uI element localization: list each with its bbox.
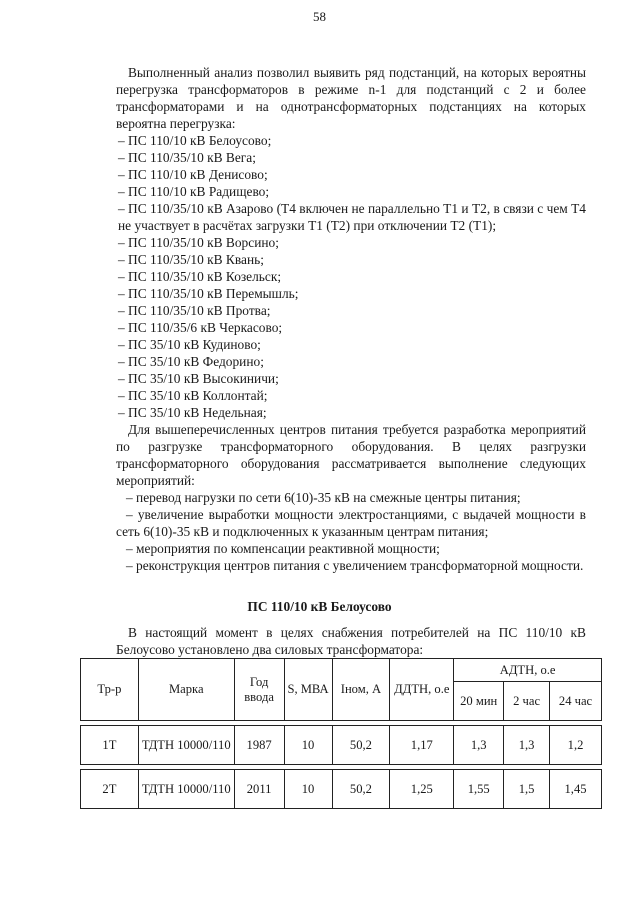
cell-mark: ТДТН 10000/110 [138,726,234,765]
cell-tr: 1Т [81,726,139,765]
table-row [81,726,602,765]
substation-item: – ПС 35/10 кВ Коллонтай; [118,388,268,403]
table-row [81,770,602,809]
substation-item: – ПС 110/10 кВ Денисово; [118,167,268,182]
cell-20min: 1,3 [454,726,504,765]
substation-item: – ПС 110/10 кВ Радищево; [118,184,270,199]
measures-paragraph: Для вышеперечисленных центров питания требуется разработка мероприятий по разгрузке трансформаторного оборудования. В целях разгрузки трансформаторного оборудования рассматривается выполнение следующих мероприятий: [116,422,586,488]
cell-24h: 1,2 [550,726,602,765]
cell-year: 1987 [234,726,284,765]
substation-item: – ПС 35/10 кВ Федорино; [118,354,264,369]
substation-item: – ПС 35/10 кВ Недельная; [118,405,267,420]
substation-list [116,132,586,421]
cell-ddtn: 1,17 [390,726,454,765]
measure-item: – реконструкция центров питания с увеличением трансформаторной мощности. [126,558,584,573]
substation-item: – ПС 110/35/10 кВ Козельск; [118,269,282,284]
header-inom: Iном, А [332,659,390,721]
cell-ddtn: 1,25 [390,770,454,809]
header-mark: Марка [138,659,234,721]
measure-item: – увеличение выработки мощности электростанциями, с выдачей мощности в сеть 6(10)-35 кВ и подключенных к указанным центрам питания; [116,507,586,539]
substation-item: – ПС 35/10 кВ Высокиничи; [118,371,279,386]
cell-2h: 1,3 [504,726,550,765]
measure-item: – перевод нагрузки по сети 6(10)-35 кВ на смежные центры питания; [126,490,521,505]
header-20min: 20 мин [454,682,504,721]
substation-item: – ПС 110/10 кВ Белоусово; [118,133,272,148]
header-ddtn: ДДТН, о.е [390,659,454,721]
page-number: 58 [313,9,326,24]
substation-item: – ПС 110/35/6 кВ Черкасово; [118,320,283,335]
substation-item: – ПС 110/35/10 кВ Азарово (Т4 включен не параллельно Т1 и Т2, в связи с чем Т4 не участвует в расчётах загрузки Т1 (Т2) при отключении Т2 (Т1); [118,201,586,233]
header-tr: Тр-р [81,659,139,721]
header-s: S, МВА [284,659,332,721]
transformer-table [80,658,602,809]
substation-item: – ПС 110/35/10 кВ Квань; [118,252,264,267]
header-adtn: АДТН, о.е [454,659,602,682]
section-heading: ПС 110/10 кВ Белоусово [247,599,392,614]
cell-2h: 1,5 [504,770,550,809]
cell-year: 2011 [234,770,284,809]
cell-20min: 1,55 [454,770,504,809]
body-text [116,64,586,574]
cell-tr: 2Т [81,770,139,809]
cell-inom: 50,2 [332,770,390,809]
cell-s: 10 [284,770,332,809]
header-2h: 2 час [504,682,550,721]
cell-24h: 1,45 [550,770,602,809]
substation-item: – ПС 110/35/10 кВ Вега; [118,150,256,165]
substation-item: – ПС 35/10 кВ Кудиново; [118,337,261,352]
measures-list [116,489,586,574]
intro-paragraph: Выполненный анализ позволил выявить ряд подстанций, на которых вероятны перегрузка трансформаторов в режиме n-1 для подстанций с 2 и более трансформаторами и на однотрансформаторных подстанциях на которых вероятна перегрузка: [116,65,586,131]
measure-item: – мероприятия по компенсации реактивной мощности; [126,541,440,556]
substation-item: – ПС 110/35/10 кВ Ворсино; [118,235,279,250]
cell-inom: 50,2 [332,726,390,765]
header-24h: 24 час [550,682,602,721]
header-year: Год ввода [234,659,284,721]
substation-item: – ПС 110/35/10 кВ Протва; [118,303,271,318]
table-header-row [81,659,602,682]
cell-mark: ТДТН 10000/110 [138,770,234,809]
section-intro: В настоящий момент в целях снабжения потребителей на ПС 110/10 кВ Белоусово установлено два силовых трансформатора: [116,625,586,657]
substation-item: – ПС 110/35/10 кВ Перемышль; [118,286,299,301]
cell-s: 10 [284,726,332,765]
